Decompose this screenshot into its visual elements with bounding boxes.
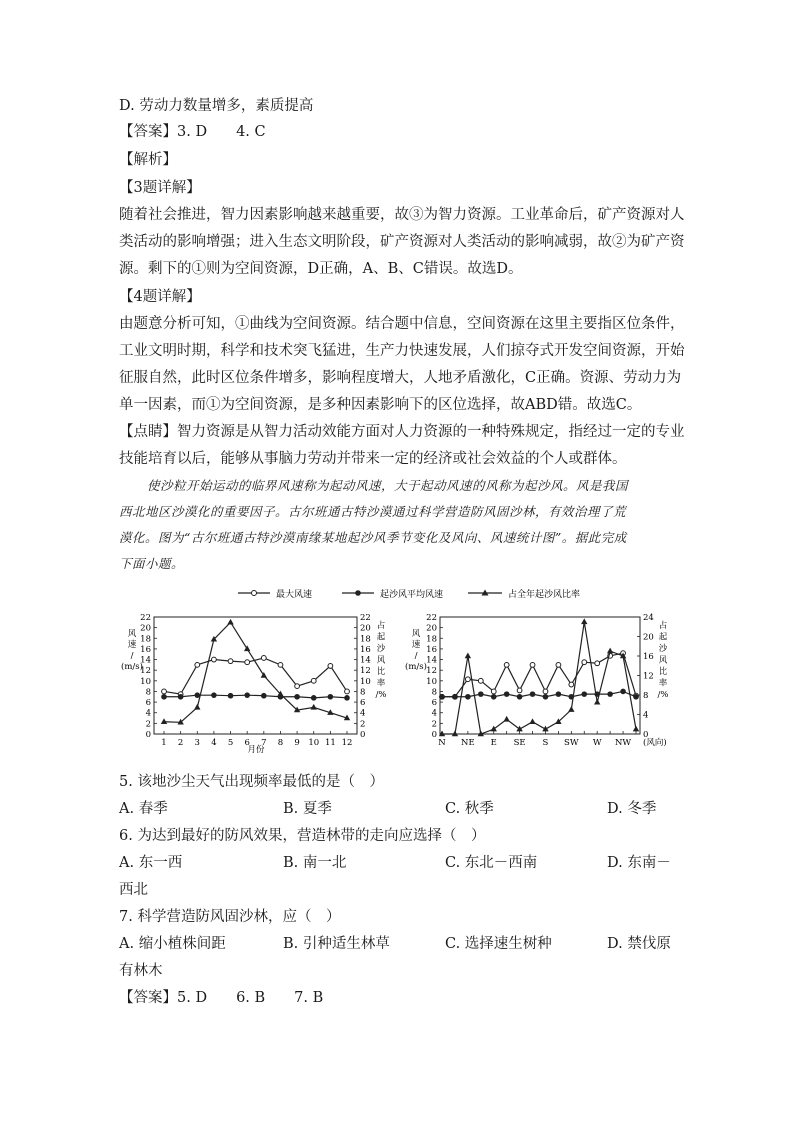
left-tick-label: 22 bbox=[426, 613, 437, 623]
left-axis-label: 速 bbox=[127, 640, 137, 650]
left-tick-label: 22 bbox=[140, 613, 151, 623]
point-filled-circle bbox=[161, 694, 167, 700]
right-tick-label: 16 bbox=[360, 644, 371, 655]
passage-line: 下面小题。 bbox=[119, 556, 185, 571]
q4-body-line: 征服自然，此时区位条件增多，影响程度增大，人地矛盾激化，C正确。资源、劳动力为 bbox=[119, 370, 682, 386]
left-tick-label: 16 bbox=[140, 644, 151, 655]
point-filled-triangle bbox=[194, 704, 200, 710]
q5-option-a[interactable]: A. 春季 bbox=[119, 801, 168, 817]
tip-line: 技能培育以后，能够从事脑力劳动并带来一定的经济或社会效益的个人或群体。 bbox=[119, 451, 627, 467]
left-tick-label: 10 bbox=[140, 676, 151, 687]
right-axis-label: 率 bbox=[658, 678, 668, 689]
point-filled-triangle bbox=[607, 648, 613, 654]
right-tick-label: 22 bbox=[360, 613, 371, 623]
left-tick-label: 12 bbox=[140, 666, 151, 677]
point-filled-circle bbox=[311, 695, 317, 701]
left-tick-label: 2 bbox=[431, 719, 437, 730]
point-filled-triangle bbox=[568, 706, 574, 712]
q3-body-line: 源。剩下的①则为空间资源，D正确，A、B、C错误。故选D。 bbox=[119, 261, 523, 277]
point-filled-circle bbox=[504, 691, 510, 697]
right-axis-label: 占 bbox=[658, 621, 668, 631]
point-filled-circle bbox=[439, 694, 445, 700]
x-tick-label: SW bbox=[564, 738, 579, 748]
right-tick-label: 20 bbox=[643, 632, 654, 643]
right-tick-label: 20 bbox=[360, 623, 371, 634]
q5-option-d[interactable]: D. 冬季 bbox=[607, 801, 657, 817]
point-open-circle bbox=[504, 662, 509, 667]
right-axis-label: 风 bbox=[658, 655, 668, 666]
right-tick-label: 4 bbox=[643, 710, 649, 721]
point-open-circle bbox=[530, 662, 535, 667]
point-filled-triangle bbox=[465, 653, 471, 659]
left-tick-label: 6 bbox=[431, 698, 437, 709]
right-axis-label: 占 bbox=[376, 621, 386, 631]
question-7: 7. 科学营造防风固沙林，应（ ） bbox=[119, 909, 341, 925]
plot-frame bbox=[154, 617, 357, 734]
legend bbox=[238, 588, 580, 600]
legend-label-ratio: 占全年起沙风比率 bbox=[508, 590, 581, 600]
point-filled-circle bbox=[211, 692, 217, 698]
series-line bbox=[164, 622, 347, 722]
right-axis-label: /% bbox=[657, 690, 669, 700]
plot-frame bbox=[440, 617, 640, 734]
q4-body-line: 由题意分析可知，①曲线为空间资源。结合题中信息，空间资源在这里主要指区位条件， bbox=[119, 316, 685, 332]
point-filled-triangle bbox=[503, 716, 509, 722]
point-filled-triangle bbox=[529, 718, 535, 724]
point-filled-circle bbox=[452, 694, 458, 700]
q4-body-line: 工业文明时期，科学和技术突飞猛进，生产力快速发展，人们掠夺式开发空间资源，开始 bbox=[119, 343, 685, 359]
x-tick-label: 7 bbox=[261, 738, 267, 748]
point-open-circle bbox=[228, 659, 233, 664]
right-tick-label: 10 bbox=[360, 676, 371, 687]
q7-option-c[interactable]: C. 选择速生树种 bbox=[445, 936, 552, 952]
point-open-circle bbox=[478, 678, 483, 683]
q6-option-b[interactable]: B. 南一北 bbox=[283, 855, 347, 871]
point-filled-circle bbox=[581, 691, 587, 697]
left-axis-label: / bbox=[414, 651, 418, 661]
right-tick-label: 18 bbox=[360, 634, 371, 645]
q7-option-d-continued: 有林木 bbox=[119, 963, 163, 979]
right-axis-label: 风 bbox=[376, 655, 386, 666]
x-tick-label: NE bbox=[461, 738, 475, 748]
x-tick-label: 11 bbox=[324, 738, 336, 748]
point-filled-triangle bbox=[311, 704, 317, 710]
x-tick-label: 9 bbox=[294, 738, 300, 748]
right-axis-label: 沙 bbox=[658, 644, 668, 654]
q7-option-a[interactable]: A. 缩小植株间距 bbox=[119, 936, 226, 952]
series-line bbox=[442, 691, 636, 696]
legend-label-max-speed: 最大风速 bbox=[276, 590, 313, 600]
q3-body-line: 随着社会推进，智力因素影响越来越重要，故③为智力资源。工业革命后，矿产资源对人 bbox=[119, 207, 685, 223]
right-tick-label: 4 bbox=[360, 708, 366, 719]
question-5: 5. 该地沙尘天气出现频率最低的是（ ） bbox=[119, 774, 384, 790]
right-tick-label: 14 bbox=[360, 655, 371, 666]
left-tick-label: 20 bbox=[140, 623, 151, 634]
right-axis-label: 沙 bbox=[376, 644, 386, 654]
q4-body-line: 单一因素，而①为空间资源，是多种因素影响下的区位选择，故ABD错。故选C。 bbox=[119, 397, 642, 413]
point-filled-triangle bbox=[594, 699, 600, 705]
q6-option-c[interactable]: C. 东北－西南 bbox=[445, 855, 538, 871]
point-filled-circle bbox=[620, 689, 626, 695]
q3-body-line: 类活动的影响增强；进入生态文明阶段，矿产资源对人类活动的影响减弱，故②为矿产资 bbox=[119, 234, 685, 250]
left-tick-label: 18 bbox=[140, 634, 151, 645]
right-tick-label: 0 bbox=[360, 730, 366, 740]
point-filled-circle bbox=[543, 694, 549, 700]
point-filled-circle bbox=[607, 691, 613, 697]
series-line bbox=[164, 658, 347, 694]
left-tick-label: 0 bbox=[431, 730, 437, 740]
point-filled-circle bbox=[478, 691, 484, 697]
point-open-circle bbox=[295, 684, 300, 689]
tip-line: 【点睛】智力资源是从智力活动效能方面对人力资源的一种特殊规定，指经过一定的专业 bbox=[119, 424, 685, 440]
answer-line-3-4: 【答案】3. D 4. C bbox=[119, 124, 266, 140]
legend-marker-filled-circle bbox=[355, 590, 361, 596]
point-filled-circle bbox=[530, 691, 536, 697]
left-axis-label: / bbox=[130, 651, 134, 661]
point-open-circle bbox=[595, 661, 600, 666]
q3-detail-header: 【3题详解】 bbox=[119, 180, 201, 196]
point-filled-circle bbox=[517, 694, 523, 700]
x-tick-label: 8 bbox=[277, 738, 284, 748]
x-tick-label: S bbox=[542, 738, 549, 748]
q7-option-b[interactable]: B. 引种适生林草 bbox=[283, 936, 390, 952]
right-tick-label: 16 bbox=[643, 652, 654, 662]
point-filled-circle bbox=[633, 694, 639, 700]
point-filled-circle bbox=[261, 693, 267, 699]
right-axis-label: 比 bbox=[658, 667, 668, 677]
point-filled-triangle bbox=[581, 618, 587, 624]
left-tick-label: 20 bbox=[426, 623, 437, 634]
right-axis-label: 起 bbox=[658, 632, 668, 643]
left-axis-label: (m/s) bbox=[405, 662, 427, 672]
question-6: 6. 为达到最好的防风效果，营造林带的走向应选择（ ） bbox=[119, 828, 486, 844]
right-tick-label: 0 bbox=[643, 730, 649, 740]
x-tick-label: SE bbox=[513, 738, 526, 748]
point-filled-circle bbox=[556, 691, 562, 697]
left-tick-label: 16 bbox=[426, 644, 437, 655]
x-tick-label: E bbox=[490, 738, 497, 748]
monthly-chart bbox=[121, 613, 386, 755]
point-filled-circle bbox=[244, 692, 250, 698]
right-axis-label: /% bbox=[375, 690, 387, 700]
point-filled-circle bbox=[294, 694, 300, 700]
point-filled-triangle bbox=[491, 726, 497, 732]
x-tick-label: 1 bbox=[161, 738, 167, 748]
left-tick-label: 14 bbox=[140, 655, 151, 666]
point-open-circle bbox=[543, 689, 548, 694]
point-filled-triangle bbox=[633, 726, 639, 732]
right-axis-label: 起 bbox=[376, 632, 386, 643]
x-tick-label: 12 bbox=[341, 738, 353, 748]
answer-line-5-7: 【答案】5. D 6. B 7. B bbox=[119, 990, 324, 1006]
wind-statistics-figure bbox=[110, 582, 680, 757]
point-filled-triangle bbox=[227, 619, 233, 625]
legend-label-avg-speed: 起沙风平均风速 bbox=[380, 590, 444, 600]
left-tick-label: 6 bbox=[145, 698, 151, 709]
point-open-circle bbox=[278, 662, 283, 667]
point-open-circle bbox=[517, 688, 522, 693]
x-axis-title: (风向) bbox=[643, 738, 667, 748]
left-tick-label: 14 bbox=[426, 655, 437, 666]
x-tick-label: 3 bbox=[194, 738, 200, 748]
point-filled-circle bbox=[344, 695, 350, 701]
point-open-circle bbox=[311, 678, 316, 683]
point-filled-circle bbox=[491, 694, 497, 700]
point-open-circle bbox=[261, 656, 266, 661]
material-passage bbox=[119, 473, 675, 577]
x-tick-label: 2 bbox=[177, 738, 184, 748]
point-open-circle bbox=[212, 657, 217, 662]
left-tick-label: 8 bbox=[145, 687, 151, 698]
left-tick-label: 2 bbox=[145, 719, 151, 730]
left-tick-label: 4 bbox=[431, 708, 437, 719]
left-axis-label: (m/s) bbox=[121, 662, 143, 672]
right-tick-label: 12 bbox=[643, 671, 654, 682]
point-open-circle bbox=[465, 677, 470, 682]
right-tick-label: 8 bbox=[643, 691, 649, 701]
right-axis-label: 比 bbox=[376, 667, 386, 677]
analysis-header: 【解析】 bbox=[119, 152, 177, 168]
point-filled-circle bbox=[328, 694, 334, 700]
q7-option-d[interactable]: D. 禁伐原 bbox=[607, 936, 671, 952]
x-tick-label: 5 bbox=[227, 738, 234, 748]
point-open-circle bbox=[245, 660, 250, 665]
x-tick-label: 6 bbox=[244, 738, 250, 748]
passage-line: 使沙粒开始运动的临界风速称为起动风速，大于起动风速的风称为起沙风。风是我国 bbox=[147, 478, 629, 493]
point-open-circle bbox=[569, 682, 574, 687]
q5-option-b[interactable]: B. 夏季 bbox=[283, 801, 332, 817]
x-tick-label: NW bbox=[614, 738, 632, 748]
point-filled-triangle bbox=[452, 731, 458, 737]
right-tick-label: 8 bbox=[360, 687, 366, 698]
point-open-circle bbox=[195, 662, 200, 667]
point-open-circle bbox=[162, 689, 167, 694]
x-tick-label: W bbox=[592, 738, 602, 748]
passage-line: 漠化。图为“古尔班通古特沙漠南缘某地起沙风季节变化及风向、风速统计图”。据此完成 bbox=[119, 530, 627, 545]
right-tick-label: 6 bbox=[360, 698, 366, 709]
q6-option-d-continued: 西北 bbox=[119, 882, 148, 898]
point-open-circle bbox=[345, 689, 350, 694]
q6-option-d[interactable]: D. 东南－ bbox=[607, 855, 671, 871]
left-axis-label: 风 bbox=[127, 629, 137, 639]
left-tick-label: 4 bbox=[145, 708, 151, 719]
point-open-circle bbox=[556, 662, 561, 667]
right-tick-label: 24 bbox=[643, 613, 654, 623]
point-filled-circle bbox=[465, 694, 471, 700]
q4-detail-header: 【4题详解】 bbox=[119, 289, 201, 305]
series-line bbox=[164, 695, 347, 698]
direction-chart bbox=[405, 613, 668, 748]
point-filled-circle bbox=[228, 693, 234, 699]
left-axis-label: 速 bbox=[411, 640, 421, 650]
q5-option-c[interactable]: C. 秋季 bbox=[445, 801, 494, 817]
left-axis-label: 风 bbox=[411, 629, 421, 639]
passage-line: 西北地区沙漠化的重要因子。古尔班通古特沙漠通过科学营造防风固沙林，有效治理了荒 bbox=[119, 504, 627, 519]
left-tick-label: 0 bbox=[145, 730, 151, 740]
point-open-circle bbox=[491, 689, 496, 694]
left-tick-label: 18 bbox=[426, 634, 437, 645]
right-tick-label: 2 bbox=[360, 719, 366, 730]
left-tick-label: 8 bbox=[431, 687, 437, 698]
option-d-line: D. 劳动力数量增多，素质提高 bbox=[119, 98, 314, 114]
legend-marker-open-circle bbox=[252, 591, 257, 596]
x-tick-label: 4 bbox=[211, 738, 217, 748]
x-tick-label: N bbox=[438, 738, 446, 748]
left-tick-label: 12 bbox=[426, 666, 437, 677]
q6-option-a[interactable]: A. 东一西 bbox=[119, 855, 183, 871]
x-axis-title: 月份 bbox=[247, 745, 265, 755]
point-open-circle bbox=[582, 660, 587, 665]
point-filled-triangle bbox=[161, 718, 167, 724]
right-axis-label: 率 bbox=[376, 678, 386, 689]
point-filled-circle bbox=[178, 694, 184, 700]
right-tick-label: 12 bbox=[360, 666, 371, 677]
left-tick-label: 10 bbox=[426, 676, 437, 687]
point-open-circle bbox=[328, 664, 333, 669]
x-tick-label: 10 bbox=[308, 738, 320, 748]
